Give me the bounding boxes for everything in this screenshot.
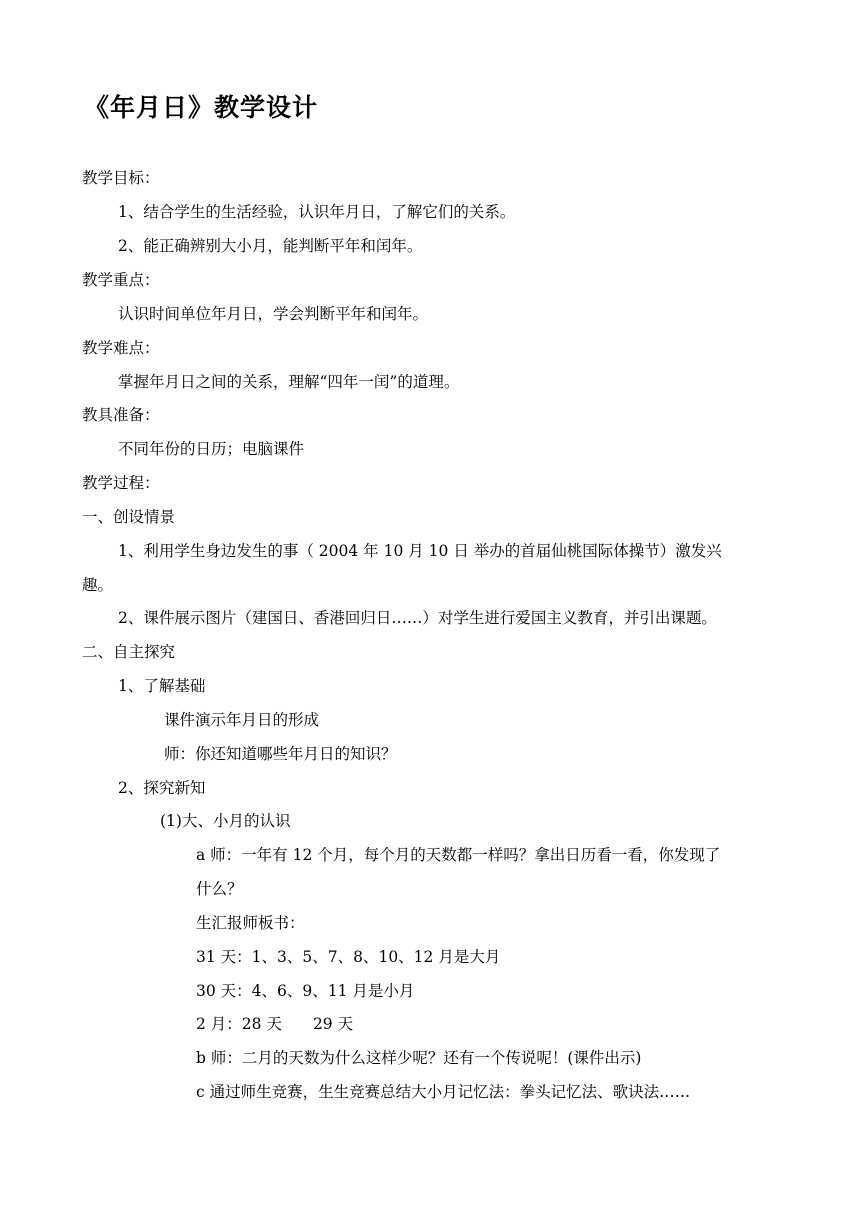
small-months: 30 天：4、6、9、11 月是小月 [196, 982, 415, 1000]
big-months: 31 天：1、3、5、7、8、10、12 月是大月 [196, 948, 501, 966]
heading-objectives: 教学目标： [82, 169, 160, 187]
section-1-item-1: 1、利用学生身边发生的事（ 2004 年 10 月 10 日 举办的首届仙桃国际体操节）激发兴 [118, 542, 722, 560]
heading-key-points: 教学重点： [82, 271, 160, 289]
section-1-item-2: 2、课件展示图片（建国日、香港回归日……）对学生进行爱国主义教育，并引出课题。 [118, 609, 717, 627]
objective-2: 2、能正确辨别大小月，能判断平年和闰年。 [118, 237, 423, 255]
section-2-item-2: 2、探究新知 [118, 779, 206, 797]
section-1-heading: 一、创设情景 [82, 508, 176, 526]
objective-1: 1、结合学生的生活经验，认识年月日，了解它们的关系。 [118, 203, 516, 221]
student-report: 生汇报师板书： [196, 914, 305, 932]
step-a: a 师：一年有 12 个月，每个月的天数都一样吗？拿出日历看一看，你发现了 [196, 846, 721, 864]
heading-difficulties: 教学难点： [82, 339, 160, 357]
difficulty-text: 掌握年月日之间的关系，理解“四年一闰”的道理。 [118, 373, 460, 391]
step-a-cont: 什么？ [196, 880, 243, 898]
courseware-demo: 课件演示年月日的形成 [164, 711, 320, 729]
section-1-item-1-cont: 趣。 [82, 576, 114, 594]
heading-process: 教学过程： [82, 474, 160, 492]
section-2-item-1: 1、了解基础 [118, 677, 206, 695]
materials-text: 不同年份的日历；电脑课件 [118, 440, 305, 458]
heading-materials: 教具准备： [82, 406, 160, 424]
step-c: c 通过师生竞赛，生生竞赛总结大小月记忆法：拳头记忆法、歌诀法…… [196, 1083, 691, 1101]
step-b: b 师：二月的天数为什么这样少呢？还有一个传说呢！(课件出示) [196, 1049, 642, 1067]
key-point-text: 认识时间单位年月日，学会判断平年和闰年。 [118, 305, 429, 323]
subsection-big-small-month: (1)大、小月的认识 [160, 812, 291, 830]
section-2-heading: 二、自主探究 [82, 643, 176, 661]
february-days: 2 月：28 天 29 天 [196, 1015, 354, 1033]
document-title: 《年月日》教学设计 [84, 93, 319, 122]
teacher-question-1: 师：你还知道哪些年月日的知识？ [164, 745, 397, 763]
